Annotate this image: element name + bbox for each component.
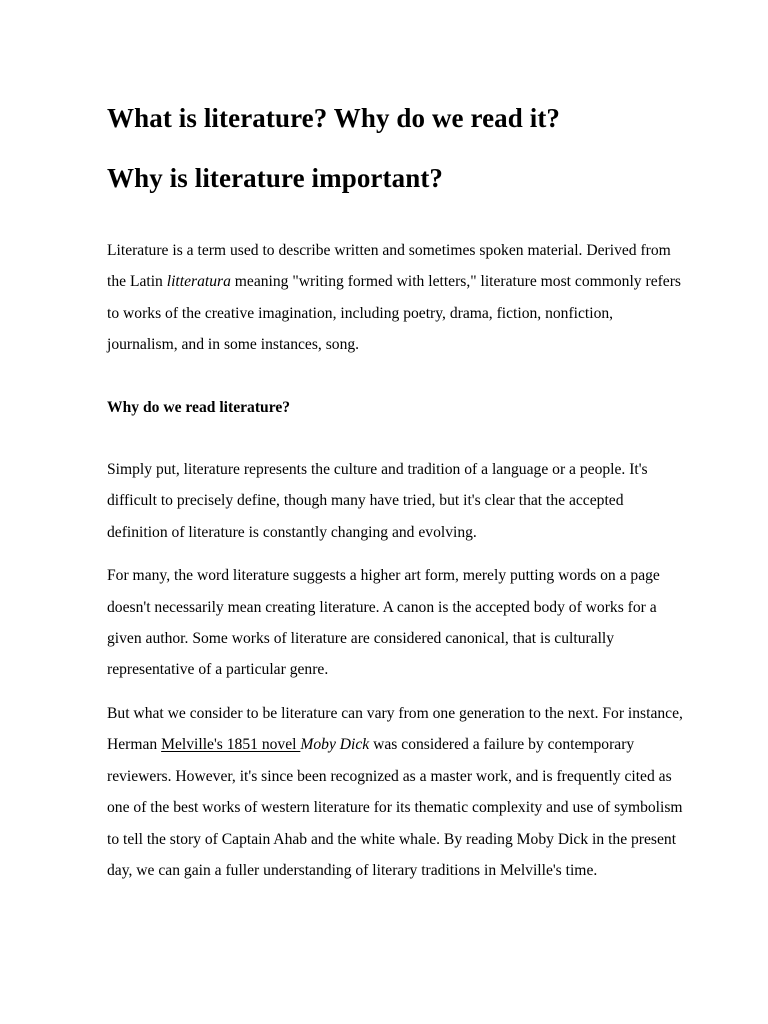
intro-paragraph xyxy=(107,235,687,361)
paragraph-3-text-2: was considered a failure by contemporary reviewers. However, it's since been recognized as a master work, and is frequently cited as one of the best works of western literature for its thematic complexity and use of symbolism to tell the story of Captain Ahab and the white whale. By reading Moby Dick in the present day, we can gain a fuller understanding of literary traditions in Melville's time. xyxy=(107,736,683,879)
body-paragraph-1: Simply put, literature represents the culture and tradition of a language or a people. It's difficult to precisely define, though many have tried, but it's clear that the accepted definition of literature is constantly changing and evolving. xyxy=(107,461,648,541)
title-line-2: Why is literature important? xyxy=(107,163,444,193)
latin-word: litteratura xyxy=(166,273,231,291)
intro-text-1: Literature is a term used to describe written and sometimes spoken material. Derived from the Latin xyxy=(107,242,671,291)
body-paragraph-2: For many, the word literature suggests a higher art form, merely putting words on a page doesn't necessarily mean creating literature. A canon is the accepted body of works for a given author. Some works of literature are considered canonical, that is culturally representative of a particular genre. xyxy=(107,567,660,679)
section-heading: Why do we read literature? xyxy=(107,398,291,416)
document-body xyxy=(107,88,687,886)
book-title: Moby Dick xyxy=(300,736,370,754)
body-paragraph-3 xyxy=(107,698,687,886)
intro-text-2: meaning "writing formed with letters," literature most commonly refers to works of the creative imagination, including poetry, drama, fiction, nonfiction, journalism, and in some instances, song. xyxy=(107,273,681,354)
melville-novel-link[interactable]: Melville's 1851 novel xyxy=(161,736,301,754)
title-line-1: What is literature? Why do we read it? xyxy=(107,103,561,133)
paragraph-3-text-1: But what we consider to be literature can vary from one generation to the next. For instance, Herman xyxy=(107,704,683,754)
page-title xyxy=(107,88,687,208)
